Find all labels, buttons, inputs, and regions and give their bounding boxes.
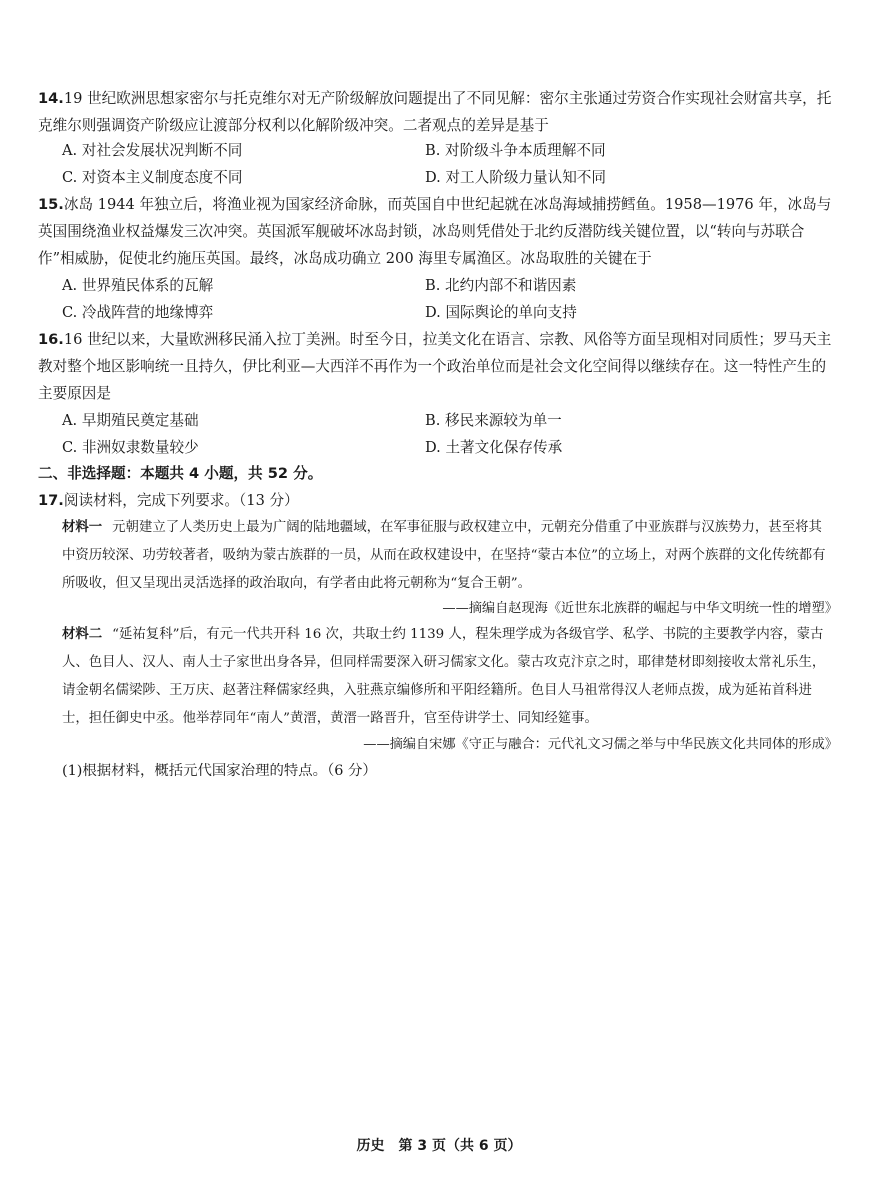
option-b: B. 北约内部不和谐因素 bbox=[425, 277, 577, 294]
option-a: A. 早期殖民奠定基础 bbox=[62, 412, 199, 429]
option-b: B. 移民来源较为单一 bbox=[425, 412, 562, 429]
question-16-options bbox=[62, 407, 822, 461]
question-16 bbox=[38, 326, 838, 407]
question-number: 14. bbox=[38, 90, 64, 107]
option-a: A. 世界殖民体系的瓦解 bbox=[62, 277, 214, 294]
question-17 bbox=[38, 487, 838, 514]
option-c: C. 冷战阵营的地缘博弈 bbox=[62, 304, 214, 321]
option-d: D. 土著文化保存传承 bbox=[425, 439, 563, 456]
material-text: “延祐复科”后，有元一代共开科 16 次，共取士约 1139 人，程朱理学成为各级官学、私学、书院的主要教学内容，蒙古人、色目人、汉人、南人士子家世出身各异，但同样需要深入研习儒家文化。蒙古攻克汴京之时，耶律楚材即刻接收太常礼乐生，请金朝名儒梁陟、王万庆、赵著注释儒家经典，入驻燕京编修所和平阳经籍所。色目人马祖常得汉人老师点拨，成为延祐首科进士，担任御史中丞。他举荐同年“南人”黄溍，黄溍一路晋升，官至侍讲学士、同知经筵事。 bbox=[62, 627, 826, 726]
option-c: C. 对资本主义制度态度不同 bbox=[62, 169, 243, 186]
material-1-source: ——摘编自赵现海《近世东北族群的崛起与中华文明统一性的增塑》 bbox=[442, 601, 838, 616]
question-15-options bbox=[62, 272, 822, 326]
option-c: C. 非洲奴隶数量较少 bbox=[62, 439, 199, 456]
material-label: 材料一 bbox=[62, 520, 103, 535]
section-heading: 二、非选择题：本题共 4 小题，共 52 分。 bbox=[38, 465, 323, 482]
option-a: A. 对社会发展状况判断不同 bbox=[62, 142, 243, 159]
material-text: 元朝建立了人类历史上最为广阔的陆地疆域，在军事征服与政权建立中，元朝充分借重了中亚族群与汉族势力，甚至将其中资历较深、功劳较著者，吸纳为蒙古族群的一员，从而在政权建设中，在坚持“蒙古本位”的立场上，对两个族群的文化传统都有所吸收，但又呈现出灵活选择的政治取向，有学者由此将元朝称为“复合王朝”。 bbox=[62, 520, 826, 591]
question-14-options bbox=[62, 137, 822, 191]
question-number: 17. bbox=[38, 492, 64, 509]
question-stem: 19 世纪欧洲思想家密尔与托克维尔对无产阶级解放问题提出了不同见解：密尔主张通过劳资合作实现社会财富共享，托克维尔则强调资产阶级应让渡部分权利以化解阶级冲突。二者观点的差异是基于 bbox=[38, 90, 832, 134]
question-14 bbox=[38, 85, 838, 139]
page-footer: 历史 第 3 页（共 6 页） bbox=[356, 1138, 522, 1154]
question-number: 16. bbox=[38, 331, 64, 348]
option-d: D. 国际舆论的单向支持 bbox=[425, 304, 577, 321]
material-1 bbox=[62, 514, 832, 598]
material-2-source: ——摘编自宋娜《守正与融合：元代礼文习儒之举与中华民族文化共同体的形成》 bbox=[363, 737, 838, 752]
question-stem: 16 世纪以来，大量欧洲移民涌入拉丁美洲。时至今日，拉美文化在语言、宗教、风俗等方面呈现相对同质性；罗马天主教对整个地区影响统一且持久，伊比利亚—大西洋不再作为一个政治单位而是社会文化空间得以继续存在。这一特性产生的主要原因是 bbox=[38, 331, 832, 402]
option-d: D. 对工人阶级力量认知不同 bbox=[425, 169, 606, 186]
material-2 bbox=[62, 621, 832, 733]
sub-question-1: (1)根据材料，概括元代国家治理的特点。（6 分） bbox=[62, 763, 377, 779]
option-b: B. 对阶级斗争本质理解不同 bbox=[425, 142, 606, 159]
question-stem: 阅读材料，完成下列要求。（13 分） bbox=[63, 492, 299, 509]
question-number: 15. bbox=[38, 196, 64, 213]
material-label: 材料二 bbox=[62, 627, 103, 642]
question-15 bbox=[38, 191, 838, 272]
question-stem: 冰岛 1944 年独立后，将渔业视为国家经济命脉，而英国自中世纪起就在冰岛海域捕捞鳕鱼。1958—1976 年，冰岛与英国围绕渔业权益爆发三次冲突。英国派军舰破坏冰岛封锁，冰岛则凭借处于北约反潜防线关键位置，以“转向与苏联合作”相威胁，促使北约施压英国。最终，冰岛成功确立 200 海里专属渔区。冰岛取胜的关键在于 bbox=[38, 196, 832, 267]
